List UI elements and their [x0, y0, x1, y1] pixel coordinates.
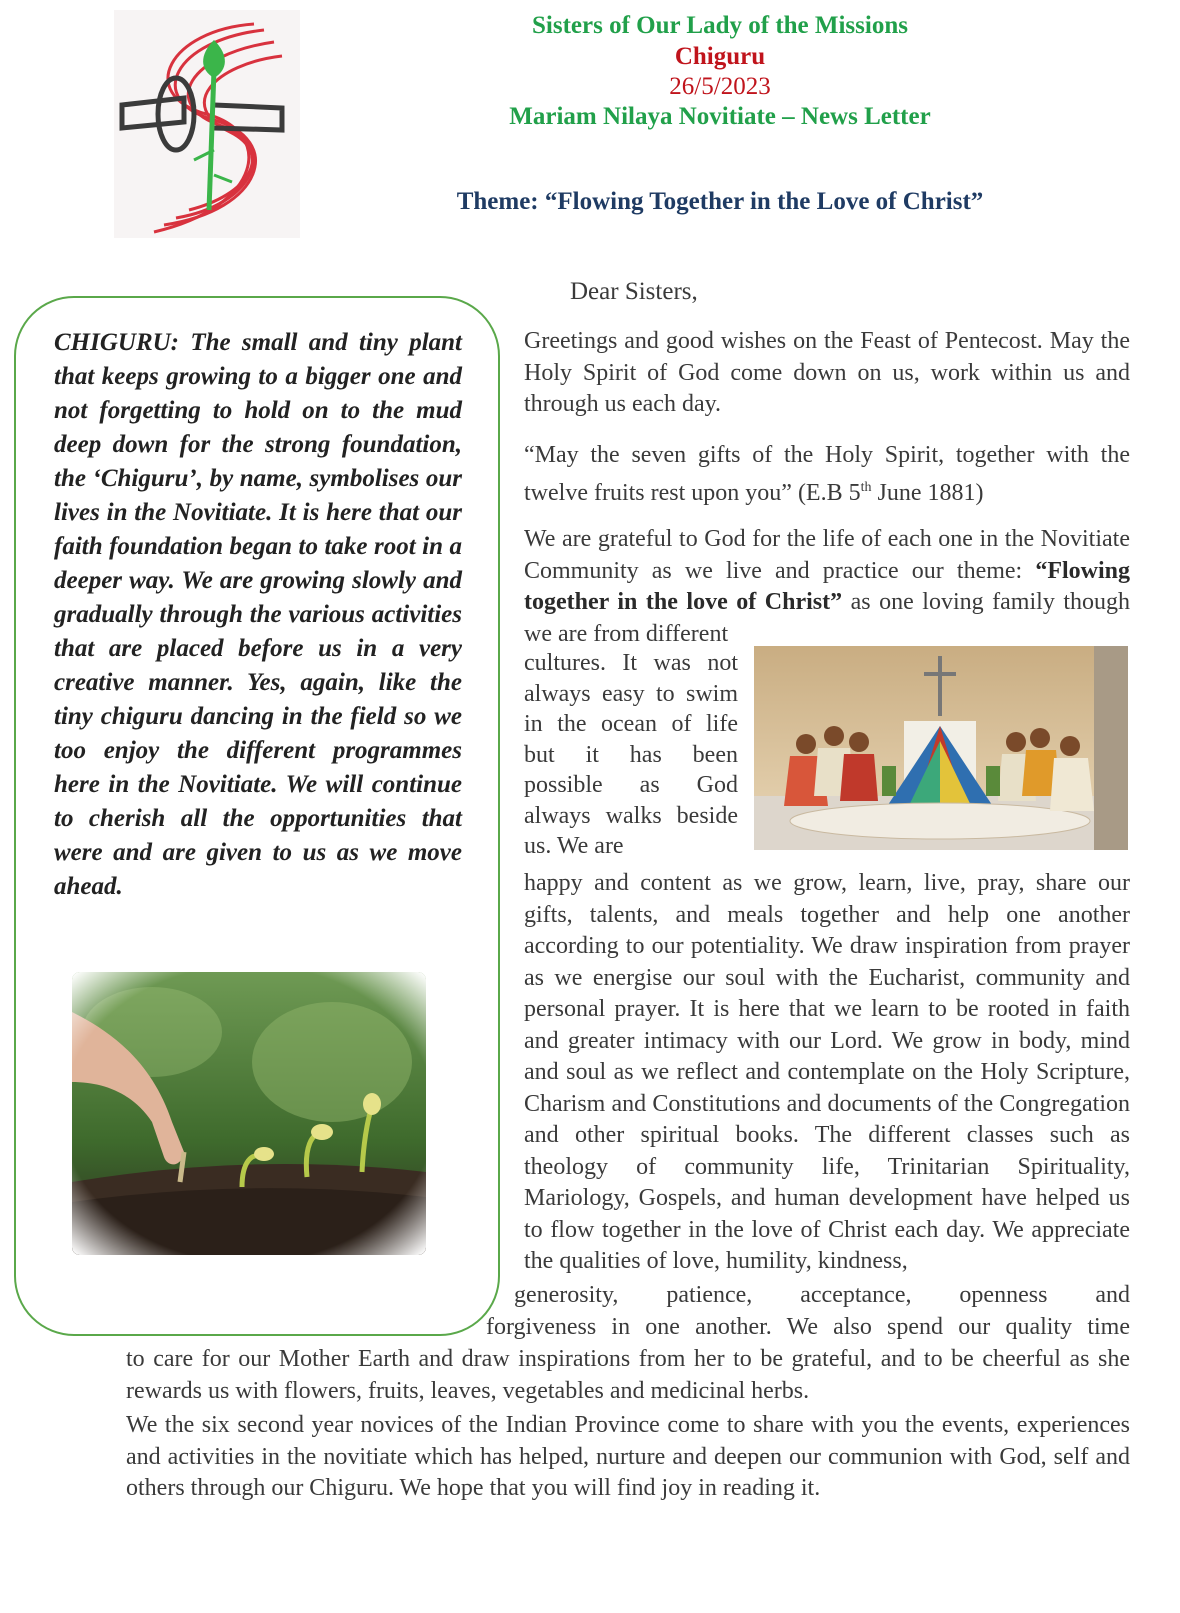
- quote-date: June 1881): [871, 479, 984, 506]
- header-org: Sisters of Our Lady of the Missions: [532, 12, 908, 39]
- paragraph-forgiveness: forgiveness in one another. We also spend our quality time: [486, 1314, 1130, 1340]
- paragraph-mother-earth: to care for our Mother Earth and draw inspirations from her to be grateful, and to be cheerful as she rewards us with flowers, fruits, leaves, vegetables and medicinal herbs.: [126, 1346, 1130, 1404]
- header-name: Chiguru: [674, 43, 766, 70]
- paragraph-quote: [524, 440, 1130, 509]
- theme-inline: “Flowing together in the love of Christ”: [524, 557, 1130, 615]
- paragraph-grateful: [524, 524, 1130, 650]
- grateful-text: We are grateful to God for the life of each one in the Novitiate Community as we live and practice our theme:: [524, 526, 1130, 584]
- quote-text: “May the seven gifts of the Holy Spirit, together with the twelve fruits rest upon you” (E.B 5: [524, 442, 1130, 506]
- header-date: 26/5/2023: [669, 73, 771, 100]
- seedling-image: [72, 972, 426, 1255]
- chiguru-description: CHIGURU: The small and tiny plant that keeps growing to a bigger one and not forgetting to hold on to the mud deep down for the strong foundation, the ‘Chiguru’, by name, symbolises our lives in the Novitiate. It is here that our faith foundation began to take root in a deeper way. We are growing slowly and gradually through the various activities that are placed before us in a very creative manner. Yes, again, like the tiny chiguru dancing in the field so we too enjoy the different programmes here in the Novitiate. We will continue to cherish all the opportunities that were and are given to us as we move ahead.: [54, 329, 462, 900]
- paragraph-cultures: cultures. It was not always easy to swim in the ocean of life but it has been possible as God always walks beside us. We are: [524, 650, 738, 859]
- paragraph-novices: We the six second year novices of the Indian Province come to share with you the events, experiences and activities in the novitiate which has helped, nurture and deepen our communion with God, self and others through our Chiguru. We hope that you will find joy in reading it.: [126, 1412, 1130, 1501]
- paragraph-generosity: generosity, patience, acceptance, openness and: [514, 1282, 1130, 1308]
- header-subtitle: Mariam Nilaya Novitiate – News Letter: [509, 103, 931, 130]
- theme-title: Theme: “Flowing Together in the Love of Christ”: [456, 188, 984, 215]
- grateful-text-2: as one loving family though we are from different: [524, 589, 1131, 647]
- quote-superscript: th: [860, 479, 872, 495]
- novices-photo: [754, 646, 1128, 850]
- greeting: Dear Sisters,: [570, 278, 698, 305]
- paragraph-happy: happy and content as we grow, learn, live, pray, share our gifts, talents, and meals together and help one another according to our potentiality. We draw inspiration from prayer as we energise our soul with the Eucharist, community and personal prayer. It is here that we learn to be rooted in faith and greater intimacy with our Lord. We grow in body, mind and soul as we reflect and contemplate on the Holy Scripture, Charism and Constitutions and documents of the Congregation and other spiritual books. The different classes such as theology of community life, Trinitarian Spirituality, Mariology, Gospels, and human development have helped us to flow together in the love of Christ each day. We appreciate the qualities of love, humility, kindness,: [524, 870, 1130, 1274]
- congregation-logo: [114, 10, 300, 238]
- paragraph-pentecost: Greetings and good wishes on the Feast of Pentecost. May the Holy Spirit of God come down on us, work within us and through us each day.: [524, 328, 1130, 417]
